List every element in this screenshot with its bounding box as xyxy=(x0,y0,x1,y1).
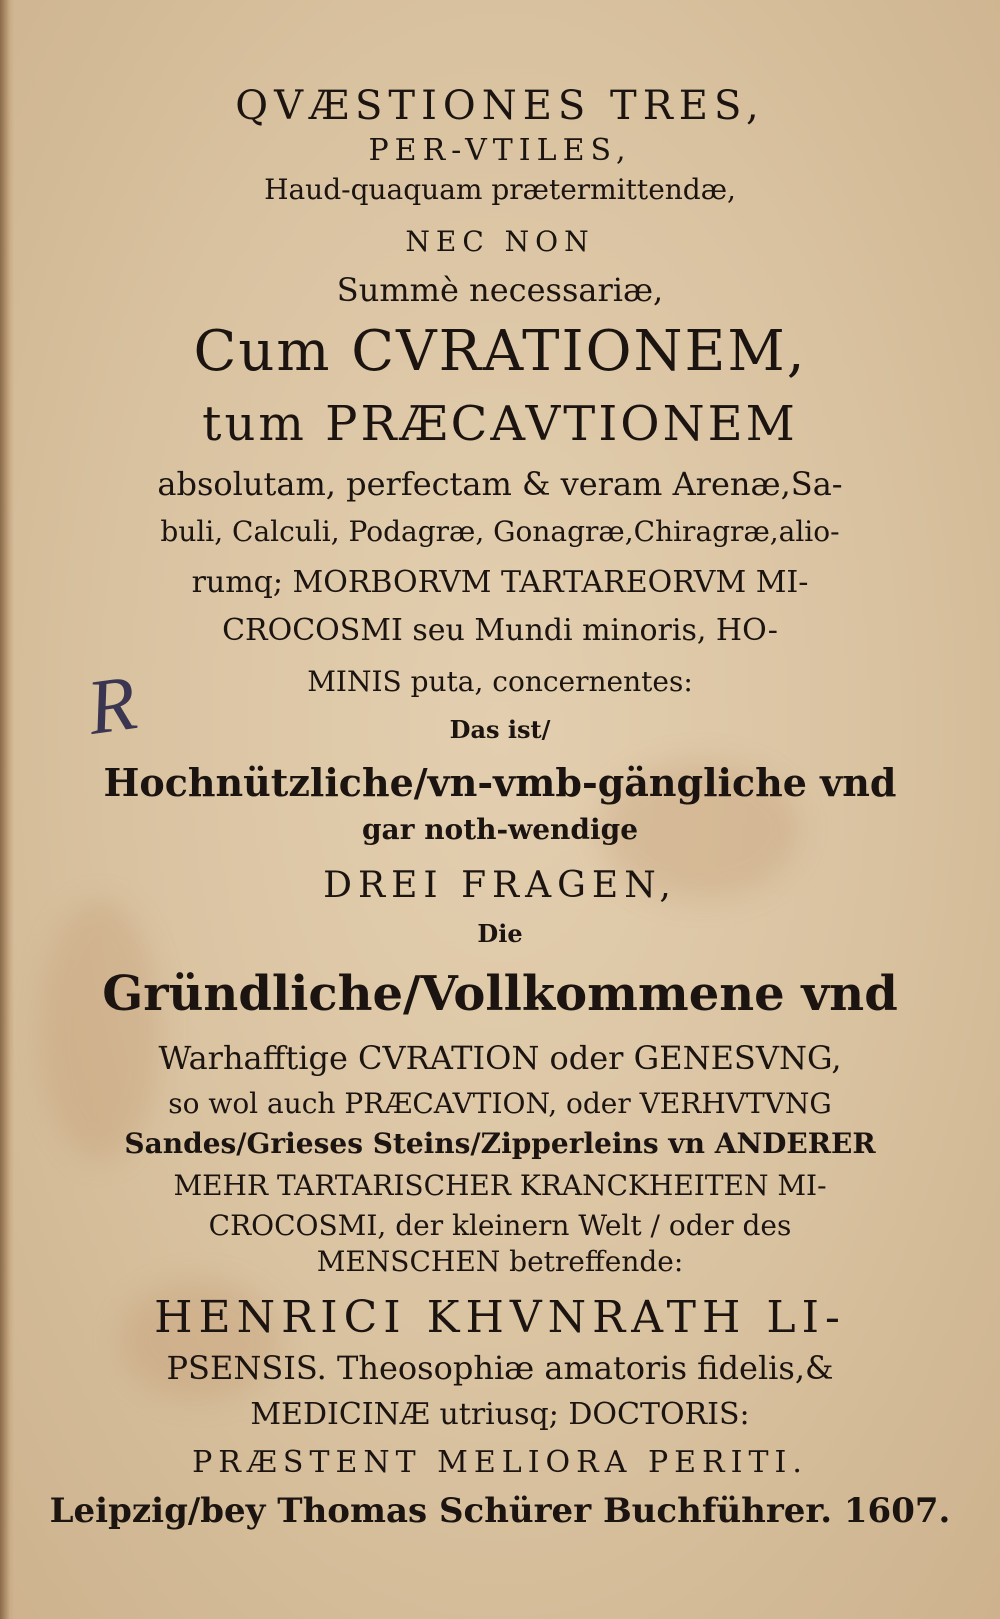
title-line: MINIS puta, concernentes: xyxy=(307,665,693,698)
title-line: Die xyxy=(477,919,523,948)
title-line: MEDICINÆ utriusq; DOCTORIS: xyxy=(250,1397,750,1432)
title-line: CROCOSMI, der kleinern Welt / oder des xyxy=(208,1209,792,1242)
title-line: Das ist/ xyxy=(449,715,551,744)
margin-handwritten-mark: R xyxy=(82,658,142,751)
title-line: so wol auch PRÆCAVTION, oder VERHVTVNG xyxy=(168,1087,832,1120)
author-line: PSENSIS. Theosophiæ amatoris fidelis,& xyxy=(166,1349,834,1387)
title-line: DREI FRAGEN, xyxy=(323,865,677,906)
motto-line: PRÆSTENT MELIORA PERITI. xyxy=(192,1445,808,1480)
title-line: Cum CVRATIONEM, xyxy=(193,319,807,384)
title-line: Summè necessariæ, xyxy=(336,271,664,309)
title-line: buli, Calculi, Podagræ, Gonagræ,Chiragræ,alio- xyxy=(160,515,840,548)
title-line: Warhafftige CVRATION oder GENESVNG, xyxy=(158,1039,842,1077)
imprint-line: Leipzig/bey Thomas Schürer Buchführer. 1607. xyxy=(49,1491,951,1531)
title-line: gar noth-wendige xyxy=(361,813,639,846)
title-line: QVÆSTIONES TRES, xyxy=(235,83,765,129)
title-line: rumq; MORBORVM TARTAREORVM MI- xyxy=(191,565,809,600)
title-line: MENSCHEN betreffende: xyxy=(316,1245,684,1278)
author-line: HENRICI KHVNRATH LI- xyxy=(154,1292,846,1343)
title-line: Gründliche/Vollkommene vnd xyxy=(102,966,898,1022)
title-line: Hochnützliche/vn-vmb-gängliche vnd xyxy=(103,760,897,805)
title-line: PER-VTILES, xyxy=(368,133,632,168)
title-line: Sandes/Grieses Steins/Zipperleins vn ANDERER xyxy=(124,1127,876,1160)
title-line: NEC NON xyxy=(405,225,595,258)
title-line: CROCOSMI seu Mundi minoris, HO- xyxy=(222,613,778,648)
title-line: Haud-quaquam prætermittendæ, xyxy=(264,173,736,206)
title-line: tum PRÆCAVTIONEM xyxy=(202,396,798,452)
title-line: MEHR TARTARISCHER KRANCKHEITEN MI- xyxy=(173,1169,827,1202)
title-line: absolutam, perfectam & veram Arenæ,Sa- xyxy=(157,465,843,503)
